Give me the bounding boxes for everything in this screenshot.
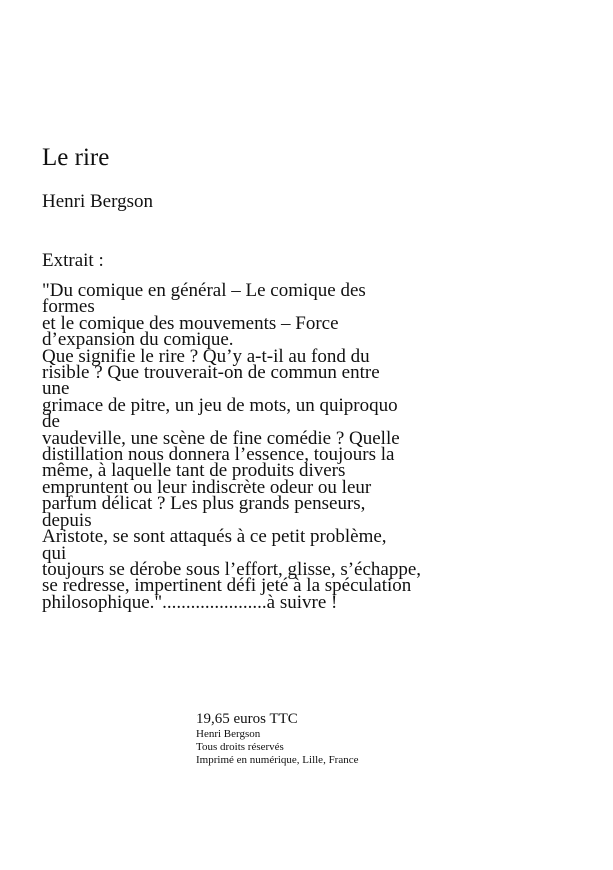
- extract-line: se redresse, impertinent défi jeté à la spéculation: [42, 575, 412, 597]
- extract-line: risible ? Que trouverait-on de commun entre: [42, 362, 380, 384]
- book-title: Le rire: [42, 144, 110, 171]
- extract-line: parfum délicat ? Les plus grands penseurs,: [42, 493, 366, 515]
- extract-line: toujours se dérobe sous l’effort, glisse, s’échappe,: [42, 558, 422, 580]
- extract-line: distillation nous donnera l’essence, toujours la: [42, 444, 395, 466]
- extract-line: grimace de pitre, un jeu de mots, un quiproquo: [42, 394, 398, 416]
- extract-text: [42, 280, 462, 613]
- extract-line: "Du comique en général – Le comique des: [42, 280, 366, 301]
- rights-notice: Tous droits réservés: [196, 741, 284, 753]
- extract-label: Extrait :: [42, 250, 104, 271]
- extract-line: empruntent ou leur indiscrète odeur ou leur: [42, 476, 372, 498]
- extract-line: même, à laquelle tant de produits divers: [42, 460, 346, 482]
- extract-line: d’expansion du comique.: [42, 329, 234, 351]
- colophon: [196, 711, 359, 767]
- extract-line: qui: [42, 542, 67, 564]
- printing-notice: Imprimé en numérique, Lille, France: [196, 754, 359, 766]
- extract-line: formes: [42, 296, 95, 318]
- price: 19,65 euros TTC: [196, 711, 298, 727]
- extract-line: Que signifie le rire ? Qu’y a-t-il au fond du: [42, 345, 370, 367]
- extract-line: vaudeville, une scène de fine comédie ? Quelle: [42, 427, 400, 449]
- extract-line: et le comique des mouvements – Force: [42, 312, 339, 334]
- extract-line: philosophique."......................à suivre !: [42, 591, 338, 613]
- book-author: Henri Bergson: [42, 191, 153, 212]
- extract-line: une: [42, 378, 70, 400]
- extract-line: depuis: [42, 509, 92, 531]
- extract-line: Aristote, se sont attaqués à ce petit problème,: [42, 526, 387, 548]
- extract-line: de: [42, 411, 60, 433]
- colophon-author: Henri Bergson: [196, 728, 261, 740]
